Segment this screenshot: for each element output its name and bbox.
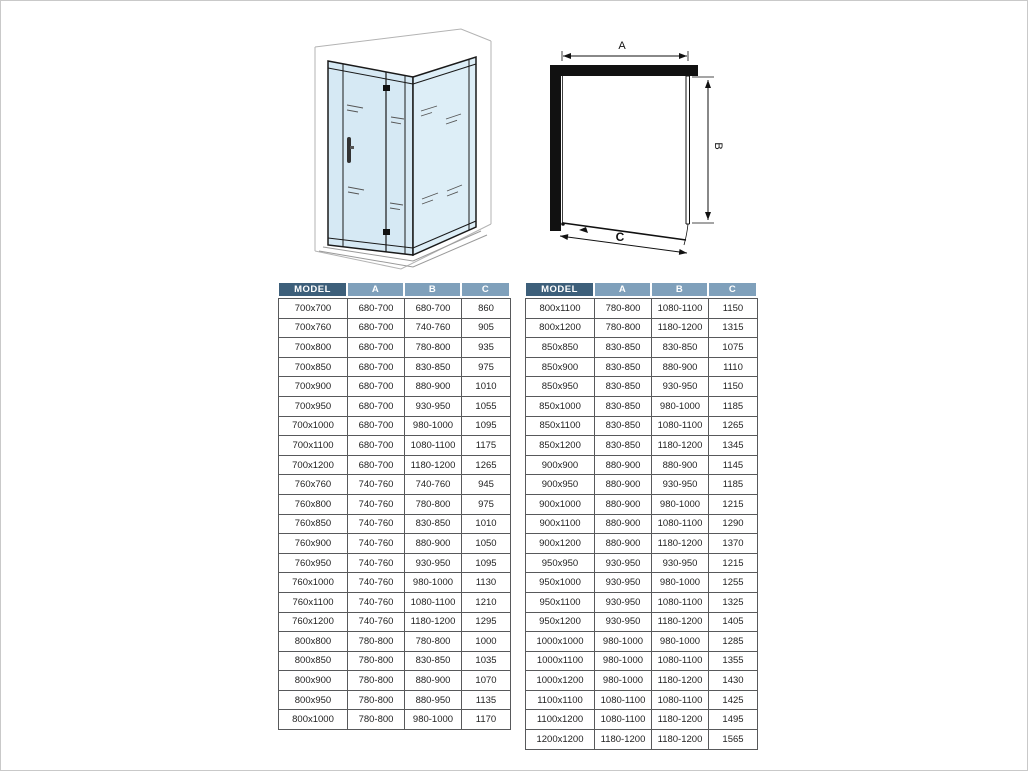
table-cell: 980-1000 xyxy=(405,710,462,730)
table-cell: 1080-1100 xyxy=(405,436,462,456)
size-table-1 xyxy=(278,282,511,730)
table-cell: 680-700 xyxy=(348,299,405,319)
table-cell: 800x950 xyxy=(279,691,348,711)
table-row xyxy=(526,397,758,417)
table-cell: 1000x1200 xyxy=(526,671,595,691)
table-cell: 1150 xyxy=(709,377,758,397)
table-cell: 1210 xyxy=(462,593,511,613)
table-cell: 800x1000 xyxy=(279,710,348,730)
table-row xyxy=(526,417,758,437)
column-header-c: C xyxy=(461,282,510,297)
dimension-c xyxy=(560,230,687,253)
table-row xyxy=(526,710,758,730)
table-cell: 900x1200 xyxy=(526,534,595,554)
table-cell: 780-800 xyxy=(595,299,652,319)
table-cell: 1150 xyxy=(709,299,758,319)
table-cell: 930-950 xyxy=(405,397,462,417)
table-cell: 950x1200 xyxy=(526,613,595,633)
table-row xyxy=(279,710,511,730)
table-cell: 880-900 xyxy=(595,456,652,476)
table-cell: 980-1000 xyxy=(652,397,709,417)
table-cell: 930-950 xyxy=(652,554,709,574)
enclosure-side-panel xyxy=(413,57,476,255)
table-cell: 700x800 xyxy=(279,338,348,358)
table-cell: 980-1000 xyxy=(652,632,709,652)
table-cell: 1170 xyxy=(462,710,511,730)
table-cell: 780-800 xyxy=(348,691,405,711)
table-cell: 980-1000 xyxy=(595,632,652,652)
table-cell: 760x800 xyxy=(279,495,348,515)
table-cell: 905 xyxy=(462,319,511,339)
table-cell: 780-800 xyxy=(348,710,405,730)
table-row xyxy=(526,632,758,652)
table-row xyxy=(279,417,511,437)
table-row xyxy=(279,358,511,378)
table-cell: 1000x1000 xyxy=(526,632,595,652)
plan-top-wall xyxy=(551,65,698,76)
column-header-a: A xyxy=(347,282,404,297)
table-cell: 760x900 xyxy=(279,534,348,554)
table-cell: 1370 xyxy=(709,534,758,554)
table-cell: 1180-1200 xyxy=(652,319,709,339)
table-cell: 1000 xyxy=(462,632,511,652)
dimension-a xyxy=(562,40,688,61)
table-cell: 850x1000 xyxy=(526,397,595,417)
table-cell: 930-950 xyxy=(652,475,709,495)
table-header-row xyxy=(278,282,511,297)
table-cell: 860 xyxy=(462,299,511,319)
table-cell: 1080-1100 xyxy=(652,417,709,437)
table-cell: 830-850 xyxy=(405,652,462,672)
table-cell: 1325 xyxy=(709,593,758,613)
table-row xyxy=(279,475,511,495)
table-cell: 680-700 xyxy=(348,358,405,378)
table-cell: 1315 xyxy=(709,319,758,339)
table-row xyxy=(279,554,511,574)
table-cell: 830-850 xyxy=(595,417,652,437)
table-cell: 1255 xyxy=(709,573,758,593)
table-cell: 760x1200 xyxy=(279,613,348,633)
table-cell: 760x1100 xyxy=(279,593,348,613)
table-cell: 1265 xyxy=(709,417,758,437)
table-row xyxy=(526,534,758,554)
table-row xyxy=(279,299,511,319)
table-cell: 800x1200 xyxy=(526,319,595,339)
table-cell: 1095 xyxy=(462,417,511,437)
table-cell: 880-900 xyxy=(652,358,709,378)
table-cell: 850x950 xyxy=(526,377,595,397)
table-body xyxy=(278,298,511,730)
table-cell: 980-1000 xyxy=(595,671,652,691)
label-a: A xyxy=(618,40,626,52)
table-cell: 1180-1200 xyxy=(652,613,709,633)
table-cell: 740-760 xyxy=(405,475,462,495)
table-cell: 1095 xyxy=(462,554,511,574)
table-row xyxy=(279,515,511,535)
table-cell: 740-760 xyxy=(348,475,405,495)
table-cell: 1000x1100 xyxy=(526,652,595,672)
column-header-a: A xyxy=(594,282,651,297)
table-row xyxy=(526,299,758,319)
table-row xyxy=(279,652,511,672)
table-cell: 1215 xyxy=(709,495,758,515)
table-cell: 1080-1100 xyxy=(652,299,709,319)
table-cell: 1070 xyxy=(462,671,511,691)
table-cell: 980-1000 xyxy=(652,495,709,515)
table-cell: 780-800 xyxy=(405,495,462,515)
table-cell: 950x950 xyxy=(526,554,595,574)
table-cell: 740-760 xyxy=(348,554,405,574)
table-cell: 1110 xyxy=(709,358,758,378)
column-header-b: B xyxy=(651,282,708,297)
table-row xyxy=(526,515,758,535)
dimension-b xyxy=(692,77,724,223)
table-cell: 700x850 xyxy=(279,358,348,378)
table-row xyxy=(279,319,511,339)
table-cell: 1075 xyxy=(709,338,758,358)
table-row xyxy=(526,436,758,456)
table-cell: 1055 xyxy=(462,397,511,417)
table-cell: 1175 xyxy=(462,436,511,456)
table-cell: 1180-1200 xyxy=(652,534,709,554)
table-row xyxy=(279,338,511,358)
table-cell: 880-900 xyxy=(405,671,462,691)
table-cell: 1050 xyxy=(462,534,511,554)
plan-left-wall xyxy=(550,65,561,231)
table-cell: 800x850 xyxy=(279,652,348,672)
label-c: C xyxy=(615,230,625,244)
table-cell: 780-800 xyxy=(405,632,462,652)
table-cell: 1200x1200 xyxy=(526,730,595,750)
table-cell: 800x800 xyxy=(279,632,348,652)
table-cell: 780-800 xyxy=(595,319,652,339)
table-row xyxy=(526,475,758,495)
table-cell: 1180-1200 xyxy=(595,730,652,750)
table-cell: 740-760 xyxy=(405,319,462,339)
table-cell: 800x900 xyxy=(279,671,348,691)
table-row xyxy=(279,377,511,397)
table-cell: 1080-1100 xyxy=(652,593,709,613)
table-row xyxy=(526,613,758,633)
table-cell: 680-700 xyxy=(348,338,405,358)
table-row xyxy=(279,632,511,652)
table-cell: 1180-1200 xyxy=(652,730,709,750)
table-cell: 880-900 xyxy=(595,495,652,515)
table-cell: 740-760 xyxy=(348,495,405,515)
enclosure-front-panel xyxy=(328,61,413,255)
table-cell: 680-700 xyxy=(348,417,405,437)
table-cell: 740-760 xyxy=(348,573,405,593)
table-cell: 1345 xyxy=(709,436,758,456)
table-cell: 1215 xyxy=(709,554,758,574)
table-cell: 800x1100 xyxy=(526,299,595,319)
table-cell: 780-800 xyxy=(405,338,462,358)
table-cell: 700x950 xyxy=(279,397,348,417)
table-cell: 700x760 xyxy=(279,319,348,339)
table-cell: 930-950 xyxy=(595,573,652,593)
table-cell: 1135 xyxy=(462,691,511,711)
shower-enclosure-isometric-diagram xyxy=(301,19,506,274)
plan-side-glass-panel xyxy=(563,76,690,224)
table-cell: 980-1000 xyxy=(652,573,709,593)
table-cell: 1035 xyxy=(462,652,511,672)
table-row xyxy=(526,319,758,339)
table-row xyxy=(279,436,511,456)
table-cell: 1430 xyxy=(709,671,758,691)
table-cell: 760x760 xyxy=(279,475,348,495)
table-cell: 950x1000 xyxy=(526,573,595,593)
table-cell: 1180-1200 xyxy=(652,436,709,456)
table-cell: 1180-1200 xyxy=(405,456,462,476)
column-header-b: B xyxy=(404,282,461,297)
table-cell: 1290 xyxy=(709,515,758,535)
table-row xyxy=(526,495,758,515)
table-cell: 830-850 xyxy=(595,436,652,456)
table-cell: 740-760 xyxy=(348,515,405,535)
table-header-row xyxy=(525,282,758,297)
table-cell: 850x900 xyxy=(526,358,595,378)
table-row xyxy=(279,456,511,476)
table-cell: 1295 xyxy=(462,613,511,633)
table-row xyxy=(279,671,511,691)
table-cell: 930-950 xyxy=(595,554,652,574)
table-cell: 1405 xyxy=(709,613,758,633)
table-cell: 880-900 xyxy=(595,534,652,554)
table-cell: 880-900 xyxy=(652,456,709,476)
table-cell: 900x1000 xyxy=(526,495,595,515)
table-row xyxy=(526,377,758,397)
table-row xyxy=(279,534,511,554)
size-table-2 xyxy=(525,282,758,750)
table-cell: 680-700 xyxy=(405,299,462,319)
column-header-model: MODEL xyxy=(278,282,347,297)
table-cell: 1185 xyxy=(709,397,758,417)
table-row xyxy=(279,495,511,515)
table-cell: 1185 xyxy=(709,475,758,495)
table-cell: 1080-1100 xyxy=(652,515,709,535)
table-row xyxy=(526,593,758,613)
top-view-dimension-diagram xyxy=(536,34,741,266)
table-cell: 780-800 xyxy=(348,652,405,672)
table-cell: 760x1000 xyxy=(279,573,348,593)
table-cell: 850x1100 xyxy=(526,417,595,437)
table-row xyxy=(526,671,758,691)
table-row xyxy=(279,691,511,711)
table-row xyxy=(526,730,758,750)
table-cell: 1010 xyxy=(462,515,511,535)
table-cell: 975 xyxy=(462,358,511,378)
table-cell: 830-850 xyxy=(595,338,652,358)
table-cell: 700x1000 xyxy=(279,417,348,437)
table-cell: 680-700 xyxy=(348,377,405,397)
table-cell: 830-850 xyxy=(595,397,652,417)
table-cell: 1180-1200 xyxy=(652,671,709,691)
table-row xyxy=(526,358,758,378)
table-cell: 900x950 xyxy=(526,475,595,495)
table-cell: 780-800 xyxy=(348,671,405,691)
table-cell: 1355 xyxy=(709,652,758,672)
table-cell: 830-850 xyxy=(652,338,709,358)
table-cell: 1495 xyxy=(709,710,758,730)
table-cell: 1285 xyxy=(709,632,758,652)
table-cell: 1180-1200 xyxy=(405,613,462,633)
table-cell: 760x950 xyxy=(279,554,348,574)
swing-direction-arrow xyxy=(579,227,588,233)
table-row xyxy=(279,397,511,417)
table-row xyxy=(526,573,758,593)
table-cell: 880-900 xyxy=(405,377,462,397)
table-body xyxy=(525,298,758,750)
table-cell: 945 xyxy=(462,475,511,495)
table-cell: 1265 xyxy=(462,456,511,476)
table-cell: 930-950 xyxy=(595,613,652,633)
column-header-c: C xyxy=(708,282,757,297)
table-cell: 780-800 xyxy=(348,632,405,652)
table-cell: 700x1200 xyxy=(279,456,348,476)
table-cell: 700x900 xyxy=(279,377,348,397)
table-cell: 760x850 xyxy=(279,515,348,535)
table-row xyxy=(279,613,511,633)
table-cell: 1080-1100 xyxy=(595,710,652,730)
table-cell: 680-700 xyxy=(348,397,405,417)
table-row xyxy=(526,554,758,574)
table-cell: 880-900 xyxy=(595,475,652,495)
table-row xyxy=(279,573,511,593)
table-cell: 1010 xyxy=(462,377,511,397)
table-cell: 1180-1200 xyxy=(652,710,709,730)
table-cell: 1145 xyxy=(709,456,758,476)
table-cell: 830-850 xyxy=(405,358,462,378)
table-cell: 830-850 xyxy=(405,515,462,535)
table-cell: 680-700 xyxy=(348,436,405,456)
table-cell: 1080-1100 xyxy=(595,691,652,711)
table-row xyxy=(526,338,758,358)
table-cell: 1425 xyxy=(709,691,758,711)
table-cell: 980-1000 xyxy=(595,652,652,672)
table-cell: 1080-1100 xyxy=(405,593,462,613)
table-cell: 900x1100 xyxy=(526,515,595,535)
table-cell: 850x850 xyxy=(526,338,595,358)
table-cell: 700x1100 xyxy=(279,436,348,456)
table-cell: 980-1000 xyxy=(405,417,462,437)
table-cell: 1100x1200 xyxy=(526,710,595,730)
table-cell: 880-900 xyxy=(595,515,652,535)
table-row xyxy=(526,652,758,672)
table-cell: 880-950 xyxy=(405,691,462,711)
door-swing xyxy=(561,222,688,245)
table-cell: 680-700 xyxy=(348,319,405,339)
table-row xyxy=(526,456,758,476)
table-cell: 830-850 xyxy=(595,358,652,378)
table-cell: 740-760 xyxy=(348,534,405,554)
table-cell: 830-850 xyxy=(595,377,652,397)
table-cell: 1130 xyxy=(462,573,511,593)
table-cell: 1080-1100 xyxy=(652,652,709,672)
column-header-model: MODEL xyxy=(525,282,594,297)
table-cell: 930-950 xyxy=(595,593,652,613)
table-cell: 680-700 xyxy=(348,456,405,476)
table-cell: 850x1200 xyxy=(526,436,595,456)
table-cell: 1565 xyxy=(709,730,758,750)
table-cell: 930-950 xyxy=(405,554,462,574)
table-cell: 880-900 xyxy=(405,534,462,554)
table-cell: 900x900 xyxy=(526,456,595,476)
label-b: B xyxy=(712,142,724,150)
table-cell: 975 xyxy=(462,495,511,515)
table-cell: 1080-1100 xyxy=(652,691,709,711)
table-cell: 950x1100 xyxy=(526,593,595,613)
table-cell: 740-760 xyxy=(348,593,405,613)
table-cell: 1100x1100 xyxy=(526,691,595,711)
table-cell: 930-950 xyxy=(652,377,709,397)
table-row xyxy=(279,593,511,613)
table-row xyxy=(526,691,758,711)
table-cell: 740-760 xyxy=(348,613,405,633)
table-cell: 700x700 xyxy=(279,299,348,319)
table-cell: 980-1000 xyxy=(405,573,462,593)
table-cell: 935 xyxy=(462,338,511,358)
